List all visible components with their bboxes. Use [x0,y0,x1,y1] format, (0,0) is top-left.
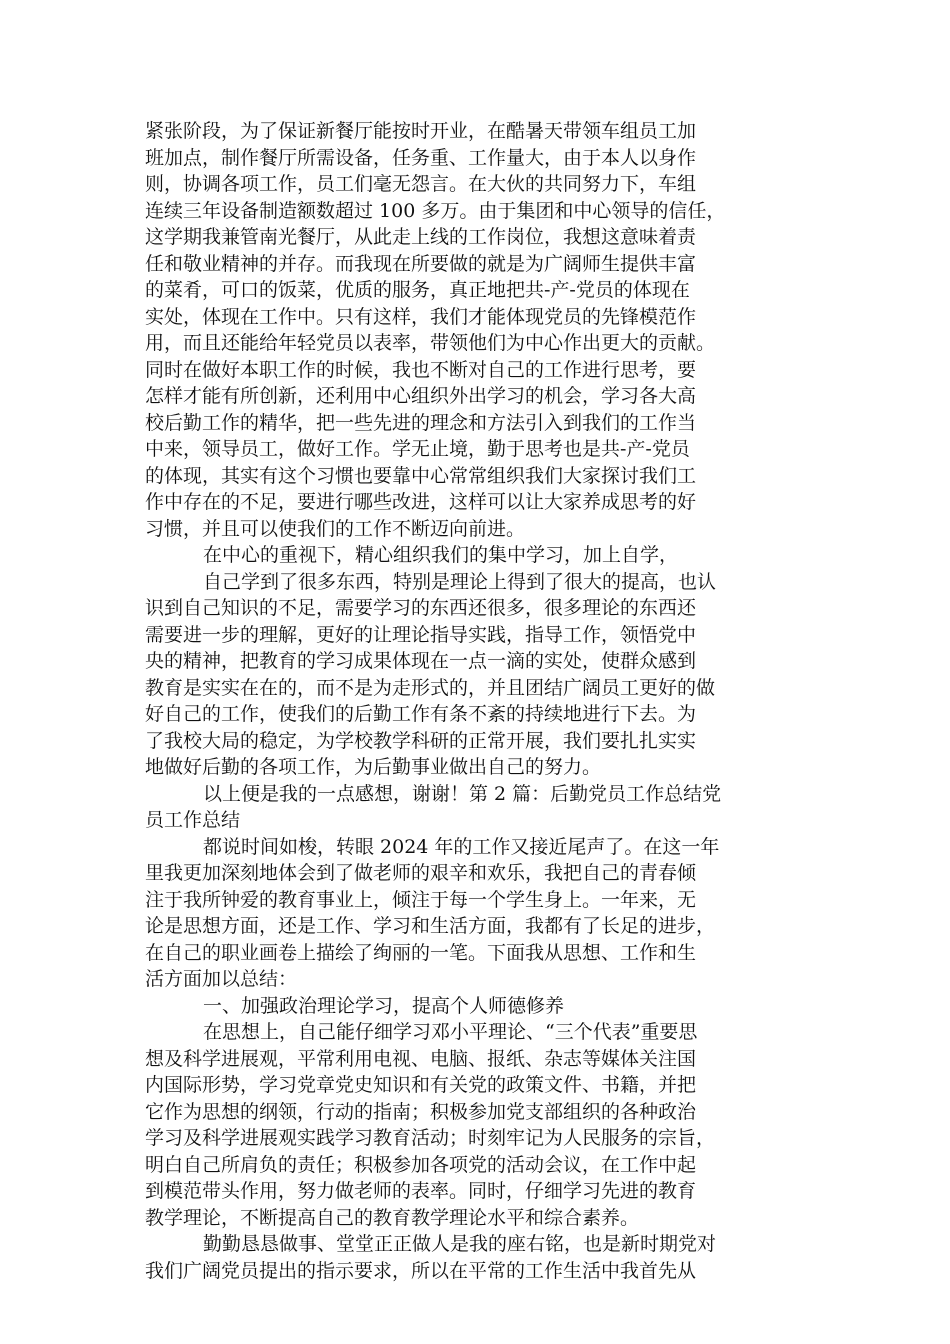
text-line: 活方面加以总结： [145,968,298,990]
text-line: 同时在做好本职工作的时候，我也不断对自己的工作进行思考，要 [145,358,697,381]
text-line: 到模范带头作用，努力做老师的表率。同时，仔细学习先进的教育 [145,1180,697,1202]
text-line: 任和敬业精神的并存。而我现在所要做的就是为广阔师生提供丰富 [145,252,697,275]
text-line: 自己学到了很多东西，特别是理论上得到了很大的提高，也认 [203,570,717,593]
text-line: 的菜肴，可口的饭菜，优质的服务，真正地把共-产-党员的体现在 [145,279,690,301]
text-line: 教学理论，不断提高自己的教育教学理论水平和综合素养。 [145,1206,640,1229]
text-line: 用，而且还能给年轻党员以表率，带领他们为中心作出更大的贡献。 [145,332,716,354]
text-line: 识到自己知识的不足，需要学习的东西还很多，很多理论的东西还 [145,597,697,619]
text-line: 注于我所钟爱的教育事业上，倾注于每一个学生身上。一年来，无 [145,888,697,911]
text-line: 班加点，制作餐厅所需设备，任务重、工作量大，由于本人以身作 [145,146,697,169]
text-line: 中来，领导员工，做好工作。学无止境，勤于思考也是共-产-党员 [145,438,690,460]
text-line: 了我校大局的稳定，为学校教学科研的正常开展，我们要扎扎实实 [145,729,697,752]
text-line: 在中心的重视下，精心组织我们的集中学习，加上自学， [203,544,679,566]
text-line: 我们广阔党员提出的指示要求，所以在平常的工作生活中我首先从 [145,1259,697,1282]
text-line: 一、加强政治理论学习，提高个人师德修养 [203,994,565,1017]
text-line: 学习及科学进展观实践学习教育活动；时刻牢记为人民服务的宗旨， [145,1127,716,1149]
text-line: 央的精神，把教育的学习成果体现在一点一滴的实处，使群众感到 [145,650,697,672]
text-line: 在自己的职业画卷上描绘了绚丽的一笔。下面我从思想、工作和生 [145,941,697,964]
text-line: 习惯，并且可以使我们的工作不断迈向前进。 [145,517,526,540]
text-line: 勤勤恳恳做事、堂堂正正做人是我的座右铭，也是新时期党对 [203,1233,717,1255]
text-line: 以上便是我的一点感想，谢谢！第 2 篇：后勤党员工作总结党 [203,782,722,805]
text-line: 教育是实实在在的，而不是为走形式的，并且团结广阔员工更好的做 [145,676,716,699]
text-line: 它作为思想的纲领，行动的指南；积极参加党支部组织的各种政治 [145,1100,697,1123]
text-line: 的体现，其实有这个习惯也要靠中心常常组织我们大家探讨我们工 [145,464,697,487]
text-line: 校后勤工作的精华，把一些先进的理念和方法引入到我们的工作当 [145,411,697,434]
text-line: 紧张阶段，为了保证新餐厅能按时开业，在酷暑天带领车组员工加 [145,120,697,142]
text-line: 实处，体现在工作中。只有这样，我们才能体现党员的先锋模范作 [145,305,697,328]
text-line: 需要进一步的理解，更好的让理论指导实践，指导工作，领悟党中 [145,623,697,646]
text-line: 都说时间如梭，转眼 2024 年的工作又接近尾声了。在这一年 [203,835,720,858]
text-line: 论是思想方面，还是工作、学习和生活方面，我都有了长足的进步， [145,915,716,937]
text-line: 好自己的工作，使我们的后勤工作有条不紊的持续地进行下去。为 [145,703,697,725]
text-line: 这学期我兼管南光餐厅，从此走上线的工作岗位，我想这意味着责 [145,226,697,248]
text-line: 怎样才能有所创新，还利用中心组织外出学习的机会，学习各大高 [145,385,697,407]
text-line: 连续三年设备制造额数超过 100 多万。由于集团和中心领导的信任， [145,199,726,222]
text-line: 里我更加深刻地体会到了做老师的艰辛和欢乐，我把自己的青春倾 [145,862,697,884]
text-line: 在思想上，自己能仔细学习邓小平理论、“三个代表”重要思 [203,1021,698,1043]
text-line: 地做好后勤的各项工作，为后勤事业做出自己的努力。 [145,756,602,778]
text-line: 明白自己所肩负的责任；积极参加各项党的活动会议，在工作中起 [145,1153,697,1176]
text-line: 内国际形势，学习党章党史知识和有关党的政策文件、书籍，并把 [145,1074,697,1096]
text-line: 作中存在的不足，要进行哪些改进，这样可以让大家养成思考的好 [145,491,697,513]
text-line: 则，协调各项工作，员工们毫无怨言。在大伙的共同努力下，车组 [145,173,697,195]
text-line: 想及科学进展观，平常利用电视、电脑、报纸、杂志等媒体关注国 [145,1047,697,1070]
document-body [145,118,835,1284]
text-line: 员工作总结 [145,809,241,831]
